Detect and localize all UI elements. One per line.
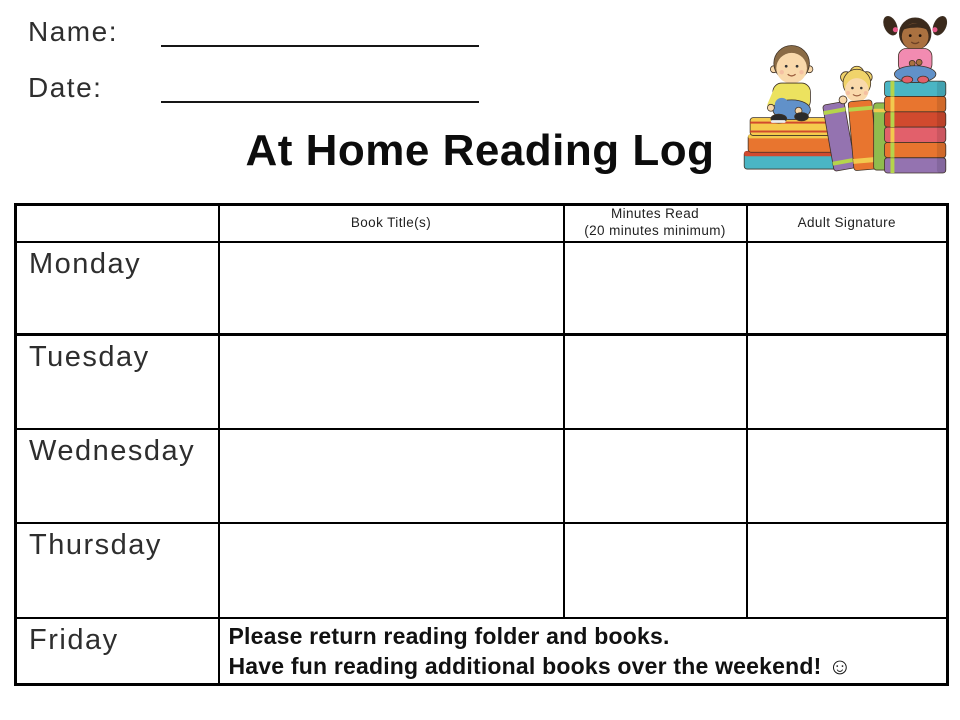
monday-signature-cell[interactable] bbox=[747, 242, 948, 335]
header-minutes-line2: (20 minutes minimum) bbox=[584, 223, 726, 239]
header-adult-signature: Adult Signature bbox=[747, 205, 948, 242]
header-day-cell bbox=[16, 205, 219, 242]
right-book-stack bbox=[885, 81, 946, 173]
table-row-thursday bbox=[16, 523, 948, 618]
name-label: Name: bbox=[28, 16, 118, 47]
table-row-friday bbox=[16, 618, 948, 685]
monday-book-title-cell[interactable] bbox=[219, 242, 564, 335]
table-row-monday bbox=[16, 242, 948, 335]
friday-note-line2: Have fun reading additional books over the weekend! ☺ bbox=[228, 652, 852, 679]
wednesday-minutes-cell[interactable] bbox=[564, 429, 747, 523]
boy-yellow-shirt bbox=[767, 46, 812, 124]
header-minutes-read bbox=[564, 205, 747, 242]
tuesday-signature-cell[interactable] bbox=[747, 335, 948, 429]
girl-pink-shirt bbox=[881, 14, 950, 83]
name-fill-line[interactable] bbox=[161, 45, 479, 47]
friday-note-cell bbox=[219, 618, 948, 685]
day-label-friday: Friday bbox=[16, 618, 219, 685]
day-label-tuesday: Tuesday bbox=[16, 335, 219, 429]
day-label-monday: Monday bbox=[16, 242, 219, 335]
table-row-wednesday bbox=[16, 429, 948, 523]
day-label-thursday: Thursday bbox=[16, 523, 219, 618]
children-on-book-stacks-clipart bbox=[740, 4, 950, 174]
page-title: At Home Reading Log bbox=[245, 126, 715, 175]
reading-log-table bbox=[14, 203, 949, 686]
thursday-book-title-cell[interactable] bbox=[219, 523, 564, 618]
tuesday-book-title-cell[interactable] bbox=[219, 335, 564, 429]
date-fill-line[interactable] bbox=[161, 101, 479, 103]
header-minutes-line1: Minutes Read bbox=[610, 206, 700, 222]
monday-minutes-cell[interactable] bbox=[564, 242, 747, 335]
tuesday-minutes-cell[interactable] bbox=[564, 335, 747, 429]
leaning-books bbox=[823, 96, 892, 172]
table-row-tuesday bbox=[16, 335, 948, 429]
table-header-row bbox=[16, 205, 948, 242]
wednesday-book-title-cell[interactable] bbox=[219, 429, 564, 523]
day-label-wednesday: Wednesday bbox=[16, 429, 219, 523]
date-label: Date: bbox=[28, 72, 103, 103]
friday-note-line1: Please return reading folder and books. bbox=[228, 622, 670, 649]
header-book-title: Book Title(s) bbox=[219, 205, 564, 242]
thursday-signature-cell[interactable] bbox=[747, 523, 948, 618]
wednesday-signature-cell[interactable] bbox=[747, 429, 948, 523]
thursday-minutes-cell[interactable] bbox=[564, 523, 747, 618]
